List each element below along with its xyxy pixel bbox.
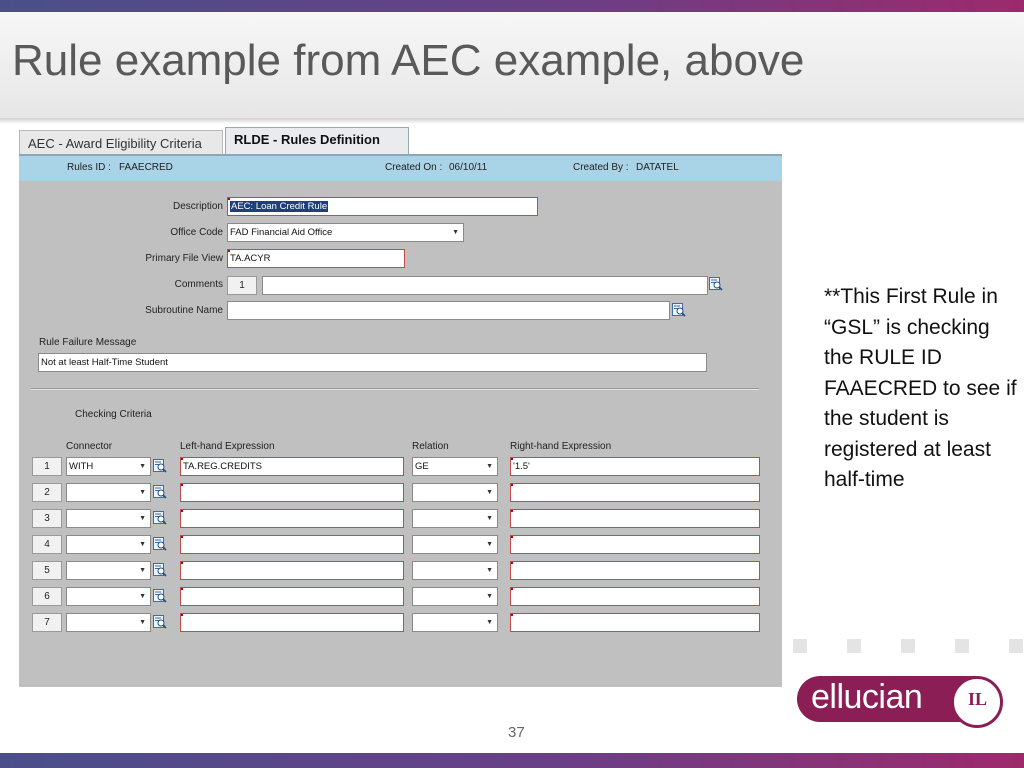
decorative-dots	[793, 639, 1024, 653]
decorative-dot	[793, 639, 807, 653]
row-number-button[interactable]: 3	[32, 509, 62, 528]
connector-value: WITH	[69, 461, 94, 472]
dropdown-arrow-icon: ▼	[486, 515, 493, 522]
description-value: AEC: Loan Credit Rule	[231, 201, 328, 212]
rhs-field[interactable]	[510, 587, 760, 606]
title-shadow	[0, 118, 1024, 124]
rhs-field[interactable]	[510, 457, 760, 476]
col-connector: Connector	[66, 441, 113, 452]
tab-rlde[interactable]: RLDE - Rules Definition	[225, 127, 409, 155]
decorative-dot	[1009, 639, 1023, 653]
top-accent-band	[0, 0, 1024, 12]
slide-title: Rule example from AEC example, above	[12, 36, 805, 85]
bottom-accent-band	[0, 753, 1024, 768]
rules-id-label: Rules ID :	[67, 162, 111, 173]
description-label: Description	[172, 201, 223, 212]
lookup-icon[interactable]	[709, 277, 723, 291]
lhs-field[interactable]	[180, 535, 404, 554]
relation-select[interactable]	[412, 457, 498, 476]
ellucian-logo	[797, 672, 1007, 734]
rhs-field[interactable]	[510, 561, 760, 580]
subroutine-label: Subroutine Name	[145, 305, 223, 316]
dropdown-arrow-icon: ▼	[486, 567, 493, 574]
record-header	[19, 156, 782, 181]
decorative-dot	[955, 639, 969, 653]
comments-field[interactable]	[262, 276, 708, 295]
lookup-icon[interactable]	[153, 615, 167, 629]
subroutine-field[interactable]	[227, 301, 670, 320]
logo-text: ellucian	[811, 678, 923, 716]
decorative-dot	[901, 639, 915, 653]
connector-select[interactable]	[66, 561, 151, 580]
app-screen	[19, 127, 782, 687]
primary-file-view-value: TA.ACYR	[230, 253, 271, 264]
row-number-button[interactable]: 2	[32, 483, 62, 502]
lookup-icon[interactable]	[153, 563, 167, 577]
dropdown-arrow-icon: ▼	[486, 593, 493, 600]
rhs-field[interactable]	[510, 613, 760, 632]
dropdown-arrow-icon: ▼	[452, 229, 459, 236]
lhs-field[interactable]	[180, 587, 404, 606]
failure-message-label: Rule Failure Message	[39, 337, 137, 348]
created-by-label: Created By :	[573, 162, 629, 173]
illinois-badge	[951, 676, 1003, 728]
lookup-icon[interactable]	[672, 303, 686, 317]
checking-criteria-label: Checking Criteria	[75, 409, 152, 420]
col-relation: Relation	[412, 441, 449, 452]
description-field[interactable]	[227, 197, 538, 216]
lhs-field[interactable]	[180, 483, 404, 502]
connector-select[interactable]	[66, 483, 151, 502]
badge-text: IL	[968, 689, 988, 709]
row-number-button[interactable]: 7	[32, 613, 62, 632]
dropdown-arrow-icon: ▼	[139, 489, 146, 496]
comments-label: Comments	[174, 279, 223, 290]
rules-id-value: FAAECRED	[119, 162, 173, 173]
primary-file-view-label: Primary File View	[145, 253, 223, 264]
created-on-value: 06/10/11	[449, 162, 488, 173]
comments-number-button[interactable]: 1	[227, 276, 257, 295]
lookup-icon[interactable]	[153, 511, 167, 525]
lookup-icon[interactable]	[153, 589, 167, 603]
lookup-icon[interactable]	[153, 537, 167, 551]
relation-select[interactable]	[412, 587, 498, 606]
failure-message-field[interactable]: Not at least Half-Time Student	[38, 353, 707, 372]
relation-select[interactable]	[412, 535, 498, 554]
lookup-icon[interactable]	[153, 485, 167, 499]
dropdown-arrow-icon: ▼	[486, 619, 493, 626]
dropdown-arrow-icon: ▼	[486, 541, 493, 548]
row-number-button[interactable]: 5	[32, 561, 62, 580]
dropdown-arrow-icon: ▼	[486, 463, 493, 470]
relation-value: GE	[415, 461, 429, 472]
decorative-dot	[847, 639, 861, 653]
relation-select[interactable]	[412, 613, 498, 632]
explanation-note: **This First Rule in “GSL” is checking the RULE ID FAAECRED to see if the student is registered at least half-time	[824, 285, 1017, 491]
relation-select[interactable]	[412, 509, 498, 528]
page-number: 37	[508, 724, 525, 741]
rhs-value: '1.5'	[513, 461, 530, 472]
rhs-field[interactable]	[510, 535, 760, 554]
lhs-field[interactable]	[180, 509, 404, 528]
dropdown-arrow-icon: ▼	[139, 541, 146, 548]
rhs-field[interactable]	[510, 509, 760, 528]
section-divider	[31, 388, 759, 389]
tab-bar	[19, 127, 782, 155]
connector-select[interactable]	[66, 457, 151, 476]
lhs-field[interactable]	[180, 561, 404, 580]
lhs-field[interactable]	[180, 613, 404, 632]
primary-file-view-field[interactable]	[227, 249, 405, 268]
dropdown-arrow-icon: ▼	[139, 567, 146, 574]
created-on-label: Created On :	[385, 162, 443, 173]
dropdown-arrow-icon: ▼	[139, 593, 146, 600]
dropdown-arrow-icon: ▼	[139, 619, 146, 626]
lhs-value: TA.REG.CREDITS	[183, 461, 262, 472]
lookup-icon[interactable]	[153, 459, 167, 473]
dropdown-arrow-icon: ▼	[139, 463, 146, 470]
rhs-field[interactable]	[510, 483, 760, 502]
dropdown-arrow-icon: ▼	[139, 515, 146, 522]
office-code-label: Office Code	[170, 227, 223, 238]
col-lhs: Left-hand Expression	[180, 441, 275, 452]
created-by-value: DATATEL	[636, 162, 679, 173]
col-rhs: Right-hand Expression	[510, 441, 612, 452]
dropdown-arrow-icon: ▼	[486, 489, 493, 496]
relation-select[interactable]	[412, 483, 498, 502]
connector-select[interactable]	[66, 613, 151, 632]
office-code-value: FAD Financial Aid Office	[230, 227, 333, 238]
tab-aec[interactable]: AEC - Award Eligibility Criteria	[19, 130, 223, 155]
relation-select[interactable]	[412, 561, 498, 580]
row-number-button[interactable]: 4	[32, 535, 62, 554]
row-number-button[interactable]: 6	[32, 587, 62, 606]
connector-select[interactable]	[66, 509, 151, 528]
connector-select[interactable]	[66, 587, 151, 606]
connector-select[interactable]	[66, 535, 151, 554]
office-code-select[interactable]	[227, 223, 464, 242]
lhs-field[interactable]	[180, 457, 404, 476]
row-number-button[interactable]: 1	[32, 457, 62, 476]
